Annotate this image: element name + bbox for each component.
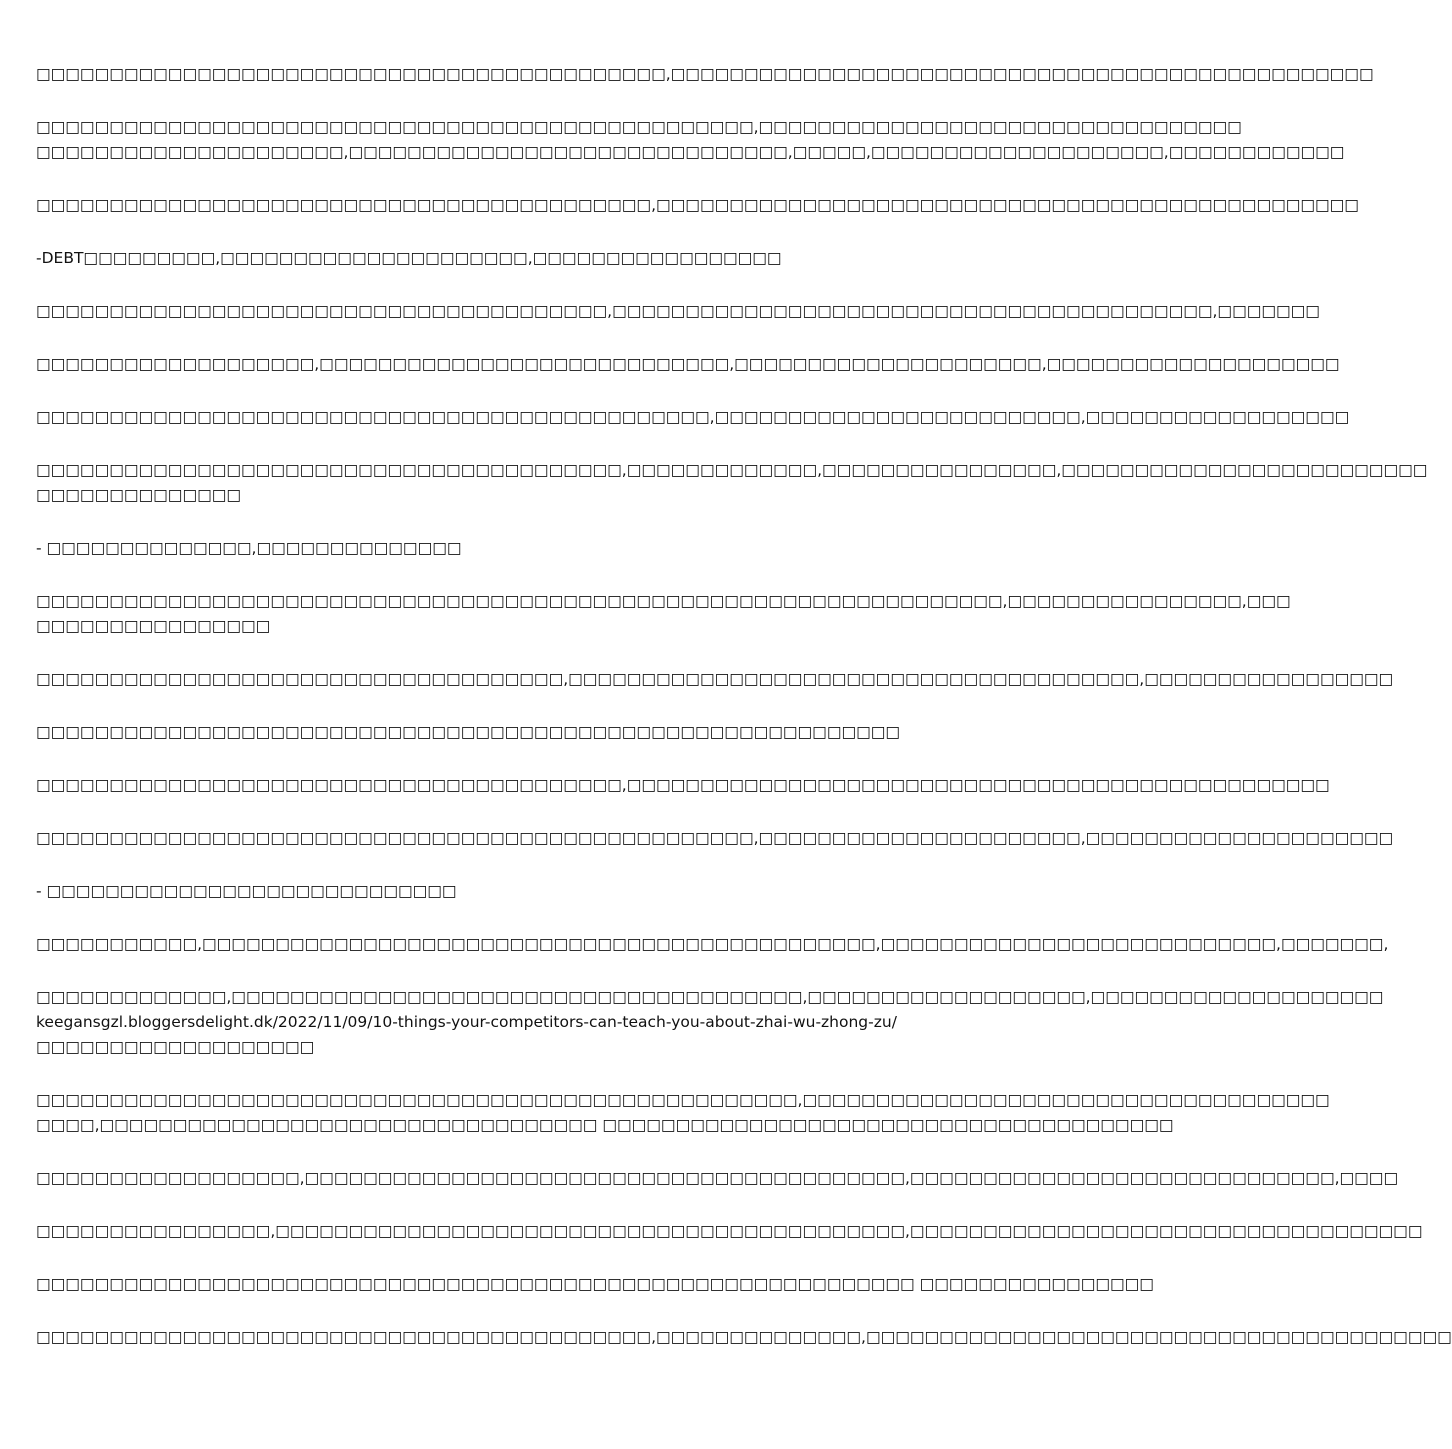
paragraph — [36, 536, 990, 561]
paragraph — [36, 667, 1394, 692]
paragraph-line: □□□□□□□□□□□□□□□□□□□□□□□□□□□□□□□□□□□□□□□□□□□□□□□□□,□□□□□□□□□□□□□□□□□□□□□□,□□□□□□□□□□□□□□□□□□□□□ — [36, 829, 1394, 847]
paragraph — [36, 352, 1340, 377]
paragraph — [36, 1166, 1399, 1191]
paragraph-line: □□□□□□□□□□□□□□□□□□□□□□□□□□□□□□□□□□□□□□□□□□,□□□□□□□□□□□□□□,□□□□□□□□□□□□□□□□□□□□□□□□□□□□□□□□□□□□□□□□ — [36, 1328, 1452, 1346]
paragraph — [36, 985, 1384, 1060]
paragraph — [36, 458, 1428, 508]
paragraph-line: □□□□□□□□□□□□□□□□□□□□□□□□□□□□□□□□□□□□□□□□□□□□□□□□□□□□□□□□□□□□□□□□□□,□□□□□□□□□□□□□□□□,□□□ — [36, 592, 1291, 610]
paragraph — [36, 246, 990, 271]
paragraph — [36, 720, 990, 745]
paragraph — [36, 1272, 1154, 1297]
paragraph-line: □□□□□□□□□□□□□□□□□□□ — [36, 1038, 315, 1056]
paragraph-line: □□□□□□□□□□□□□,□□□□□□□□□□□□□□□□□□□□□□□□□□□□□□□□□□□□□□□,□□□□□□□□□□□□□□□□□□□,□□□□□□□□□□□□□□□□□□□□ — [36, 988, 1384, 1006]
paragraph-line: - □□□□□□□□□□□□□□,□□□□□□□□□□□□□□ — [36, 539, 462, 557]
paragraph — [36, 1219, 1423, 1244]
paragraph-line: □□□□□□□□□□□□□□□□□□□□□,□□□□□□□□□□□□□□□□□□□□□□□□□□□□□□,□□□□□,□□□□□□□□□□□□□□□□□□□□,□□□□□□□□□□□□ — [36, 143, 1345, 161]
paragraph — [36, 405, 1350, 430]
paragraph — [36, 879, 990, 904]
paragraph-line: □□□□□□□□□□□□□□□□□□□□□□□□□□□□□□□□□□□□,□□□□□□□□□□□□□□□□□□□□□□□□□□□□□□□□□□□□□□□,□□□□□□□□□□□□□□□□□ — [36, 670, 1394, 688]
paragraph — [36, 1088, 1330, 1138]
paragraph — [36, 932, 1389, 957]
paragraph — [36, 773, 1330, 798]
paragraph-line: □□□□□□□□□□□□□□□□□□□□□□□□□□□□□□□□□□□□□□□□,□□□□□□□□□□□□□□□□□□□□□□□□□□□□□□□□□□□□□□□□□□□□□□□□ — [36, 776, 1330, 794]
paragraph-line: □□□□□□□□□□□□□□□□□□,□□□□□□□□□□□□□□□□□□□□□□□□□□□□□□□□□□□□□□□□□,□□□□□□□□□□□□□□□□□□□□□□□□□□□□□,□□□□ — [36, 1169, 1399, 1187]
paragraph-link-text[interactable]: keegansgzl.bloggersdelight.dk/2022/11/09/10-things-your-competitors-can-teach-you-about-zhai-wu-zhong-zu/ — [36, 1013, 897, 1031]
paragraph — [36, 299, 1320, 324]
paragraph-line: □□□□□□□□□□□□□□ — [36, 486, 242, 504]
paragraph-line: □□□□□□□□□□□□□□□□□□□□□□□□□□□□□□□□□□□□□□□□□□□□□□□□□,□□□□□□□□□□□□□□□□□□□□□□□□□□□□□□□□□ — [36, 118, 1242, 136]
paragraph-line: □□□□□□□□□□□□□□□□□□□□□□□□□□□□□□□□□□□□□□□□,□□□□□□□□□□□□□,□□□□□□□□□□□□□□□□,□□□□□□□□□□□□□□□□□□□□□□□□□ — [36, 461, 1428, 479]
paragraph-line: -DEBT□□□□□□□□□,□□□□□□□□□□□□□□□□□□□□□,□□□□□□□□□□□□□□□□□ — [36, 249, 782, 267]
paragraph-line: □□□□□□□□□□□□□□□□ — [36, 617, 271, 635]
paragraph-line: □□□□,□□□□□□□□□□□□□□□□□□□□□□□□□□□□□□□□□□ □□□□□□□□□□□□□□□□□□□□□□□□□□□□□□□□□□□□□□□ — [36, 1116, 1174, 1134]
paragraph-line: □□□□□□□□□□□□□□□□□□□□□□□□□□□□□□□□□□□□□□□□□□□□□□□□□□□□,□□□□□□□□□□□□□□□□□□□□□□□□□□□□□□□□□□□□ — [36, 1091, 1330, 1109]
paragraph-line: - □□□□□□□□□□□□□□□□□□□□□□□□□□□□ — [36, 882, 457, 900]
document-body — [36, 62, 1452, 1378]
paragraph-line: □□□□□□□□□□□,□□□□□□□□□□□□□□□□□□□□□□□□□□□□□□□□□□□□□□□□□□□□□□,□□□□□□□□□□□□□□□□□□□□□□□□□□□,□□□□□□□, — [36, 935, 1389, 953]
paragraph-line: □□□□□□□□□□□□□□□□□□□□□□□□□□□□□□□□□□□□□□□□□□□,□□□□□□□□□□□□□□□□□□□□□□□□□□□□□□□□□□□□□□□□□□□□□□□□ — [36, 65, 1374, 83]
paragraph — [36, 62, 1374, 87]
paragraph-line: □□□□□□□□□□□□□□□□□□□□□□□□□□□□□□□□□□□□□□□,□□□□□□□□□□□□□□□□□□□□□□□□□□□□□□□□□□□□□□□□□,□□□□□□□ — [36, 302, 1320, 320]
paragraph-line: □□□□□□□□□□□□□□□□□□□□□□□□□□□□□□□□□□□□□□□□□□,□□□□□□□□□□□□□□□□□□□□□□□□□□□□□□□□□□□□□□□□□□□□□□□□ — [36, 196, 1359, 214]
paragraph — [36, 589, 1291, 639]
paragraph-line: □□□□□□□□□□□□□□□□□□□□□□□□□□□□□□□□□□□□□□□□□□□□□□,□□□□□□□□□□□□□□□□□□□□□□□□□,□□□□□□□□□□□□□□□□□□ — [36, 408, 1350, 426]
paragraph-line: □□□□□□□□□□□□□□□□□□□□□□□□□□□□□□□□□□□□□□□□□□□□□□□□□□□□□□□□□□□ — [36, 723, 901, 741]
paragraph-line: □□□□□□□□□□□□□□□□□□□,□□□□□□□□□□□□□□□□□□□□□□□□□□□□,□□□□□□□□□□□□□□□□□□□□□,□□□□□□□□□□□□□□□□□□□□ — [36, 355, 1340, 373]
paragraph — [36, 826, 1394, 851]
paragraph-line: □□□□□□□□□□□□□□□□□□□□□□□□□□□□□□□□□□□□□□□□□□□□□□□□□□□□□□□□□□□□ □□□□□□□□□□□□□□□□ — [36, 1275, 1154, 1293]
paragraph — [36, 193, 1359, 218]
paragraph-line: □□□□□□□□□□□□□□□□,□□□□□□□□□□□□□□□□□□□□□□□□□□□□□□□□□□□□□□□□□□□,□□□□□□□□□□□□□□□□□□□□□□□□□□□□□□□□□□□ — [36, 1222, 1423, 1240]
paragraph — [36, 1325, 1452, 1350]
paragraph — [36, 115, 1345, 165]
